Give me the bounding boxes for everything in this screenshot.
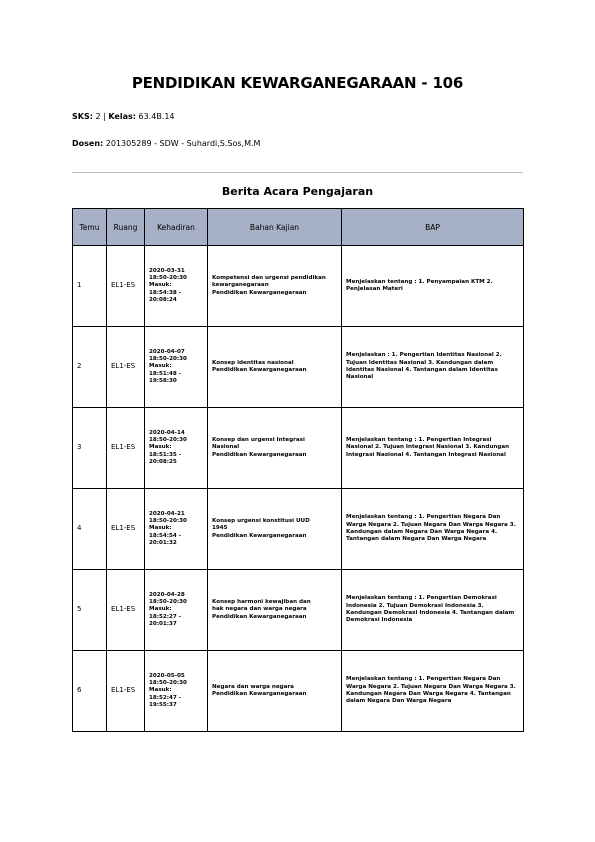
kehadiran-line: 2020-04-07 [149, 348, 185, 355]
kehadiran-line: 20:08:25 [149, 458, 177, 465]
table-row [73, 489, 524, 570]
table-row [73, 651, 524, 732]
sks-label: SKS: [72, 112, 93, 121]
kehadiran-line: 2020-03-31 [149, 267, 185, 274]
ruang-cell: EL1-ES [107, 570, 145, 651]
kehadiran-cell [145, 570, 208, 651]
dosen-value: 201305289 - SDW - Suhardi,S.Sos,M.M [105, 139, 261, 148]
col-header-bahan-kajian: Bahan Kajian [208, 209, 342, 246]
lecturer-meta [72, 139, 260, 148]
kehadiran-line: 18:50-20:30 [149, 680, 187, 687]
sks-value: 2 [95, 112, 101, 121]
kehadiran-line: 18:50-20:30 [149, 518, 187, 525]
bap-cell: Menjelaskan tentang : 1. Pengertian Negara Dan Warga Negara 2. Tujuan Negara Dan Warga Negara 3. Kandungan Negara Dan Warga Negara 4. Tantangan dalam Negara Dan Warga Negara [342, 651, 524, 732]
kehadiran-line: 20:01:32 [149, 539, 177, 546]
kehadiran-line: 18:52:27 - [149, 613, 182, 620]
kehadiran-line: 18:50-20:30 [149, 275, 187, 282]
temu-cell: 1 [73, 246, 107, 327]
bahan-kajian-line: Konsep urgensi konstitusi UUD [212, 518, 310, 525]
col-header-bap: BAP [342, 209, 524, 246]
bahan-kajian-line: Pendidikan Kewarganegaraan [212, 613, 307, 620]
page-title: PENDIDIKAN KEWARGANEGARAAN - 106 [131, 74, 464, 92]
ruang-cell: EL1-ES [107, 651, 145, 732]
bahan-kajian-cell [208, 570, 342, 651]
temu-cell: 6 [73, 651, 107, 732]
kehadiran-line: Masuk: [149, 687, 172, 694]
bahan-kajian-line: Pendidikan Kewarganegaraan [212, 289, 307, 296]
temu-cell: 2 [73, 327, 107, 408]
bap-cell: Menjelaskan tentang : 1. Pengertian Negara Dan Warga Negara 2. Tujuan Negara Dan Warga Negara 3. Kandungan dalam Negara Dan Warga Negara 4. Tantangan dalam Negara Dan Warga Negara [342, 489, 524, 570]
bahan-kajian-line: Konsep identitas nasional [212, 359, 294, 366]
kehadiran-line: 18:51:35 - [149, 451, 182, 458]
table-row [73, 570, 524, 651]
kehadiran-cell [145, 408, 208, 489]
kehadiran-line: 18:54:38 - [149, 289, 182, 296]
bahan-kajian-cell [208, 327, 342, 408]
kehadiran-line: 18:50-20:30 [149, 599, 187, 606]
ruang-cell: EL1-ES [107, 327, 145, 408]
kelas-value: 63.4B.14 [138, 112, 175, 121]
dosen-label: Dosen: [72, 139, 104, 148]
meta-separator: | [103, 112, 106, 121]
kehadiran-line: 2020-04-21 [149, 510, 185, 517]
col-header-temu: Temu [73, 209, 107, 246]
divider [72, 172, 523, 173]
bahan-kajian-line: Pendidikan Kewarganegaraan [212, 532, 307, 539]
bahan-kajian-line: kewarganegaraan [212, 282, 269, 289]
bahan-kajian-line: Konsep harmoni kewajiban dan [212, 599, 311, 606]
bahan-kajian-line: Pendidikan Kewarganegaraan [212, 367, 307, 373]
temu-cell: 4 [73, 489, 107, 570]
kehadiran-line: Masuk: [149, 444, 172, 451]
kehadiran-line: 2020-04-14 [149, 429, 185, 436]
bahan-kajian-line: Negara dan warga negara [212, 683, 294, 690]
temu-cell: 3 [73, 408, 107, 489]
kehadiran-line: 19:55:37 [149, 701, 177, 708]
table-row [73, 246, 524, 327]
bahan-kajian-cell [208, 651, 342, 732]
kehadiran-line: 20:08:24 [149, 296, 177, 303]
bahan-kajian-line: 1945 [212, 525, 228, 532]
bahan-kajian-cell [208, 408, 342, 489]
kehadiran-line: Masuk: [149, 606, 172, 613]
kehadiran-line: 2020-04-28 [149, 591, 185, 598]
bahan-kajian-line: Nasional [212, 444, 240, 451]
bahan-kajian-line: Konsep dan urgensi Integrasi [212, 437, 305, 444]
section-title: Berita Acara Pengajaran [221, 185, 374, 198]
table-header-row [73, 209, 524, 246]
kehadiran-cell [145, 327, 208, 408]
table-row [73, 327, 524, 408]
bahan-kajian-line: Pendidikan Kewarganegaraan [212, 451, 307, 458]
bap-cell: Menjelaskan tentang : 1. Pengertian Demokrasi Indonesia 2. Tujuan Demokrasi Indonesia 3. Kandungan Demokrasi Indonesia 4. Tantangan dalam Demokrasi Indonesia [342, 570, 524, 651]
ruang-cell: EL1-ES [107, 246, 145, 327]
kehadiran-line: 20:01:37 [149, 620, 177, 627]
kehadiran-cell [145, 651, 208, 732]
kehadiran-line: Masuk: [149, 282, 172, 289]
bahan-kajian-line: hak negara dan warga negara [212, 606, 307, 613]
bap-table [72, 208, 524, 732]
bap-cell: Menjelaskan : 1. Pengertian Identitas Nasional 2. Tujuan Identitas Nasional 3. Kandungan dalam Identitas Nasional 4. Tantangan dalam Identitas Nasional [342, 327, 524, 408]
bahan-kajian-line: Kompetensi dan urgensi pendidikan [212, 275, 326, 282]
table-row [73, 408, 524, 489]
ruang-cell: EL1-ES [107, 489, 145, 570]
kehadiran-line: 18:50-20:30 [149, 356, 187, 363]
kehadiran-line: 18:50-20:30 [149, 437, 187, 444]
kehadiran-line: 2020-05-05 [149, 672, 185, 679]
course-meta [72, 112, 175, 121]
ruang-cell: EL1-ES [107, 408, 145, 489]
bahan-kajian-cell [208, 489, 342, 570]
kelas-label: Kelas: [108, 112, 136, 121]
kehadiran-line: 18:54:54 - [149, 532, 182, 539]
kehadiran-line: Masuk: [149, 363, 172, 370]
col-header-kehadiran: Kehadiran [145, 209, 208, 246]
kehadiran-cell [145, 489, 208, 570]
kehadiran-line: 19:58:30 [149, 377, 177, 384]
col-header-ruang: Ruang [107, 209, 145, 246]
bahan-kajian-cell [208, 246, 342, 327]
temu-cell: 5 [73, 570, 107, 651]
kehadiran-line: 18:52:47 - [149, 694, 182, 701]
bahan-kajian-line: Pendidikan Kewarganegaraan [212, 691, 307, 697]
bap-cell: Menjelaskan tentang : 1. Pengertian Integrasi Nasional 2. Tujuan Integrasi Nasional 3. Kandungan Integrasi Nasional 4. Tantangan Integrasi Nasional [342, 408, 524, 489]
kehadiran-cell [145, 246, 208, 327]
bap-cell: Menjelaskan tentang : 1. Penyampaian KTM 2. Penjelasan Materi [342, 246, 524, 327]
kehadiran-line: 18:51:48 - [149, 370, 182, 377]
kehadiran-line: Masuk: [149, 525, 172, 532]
